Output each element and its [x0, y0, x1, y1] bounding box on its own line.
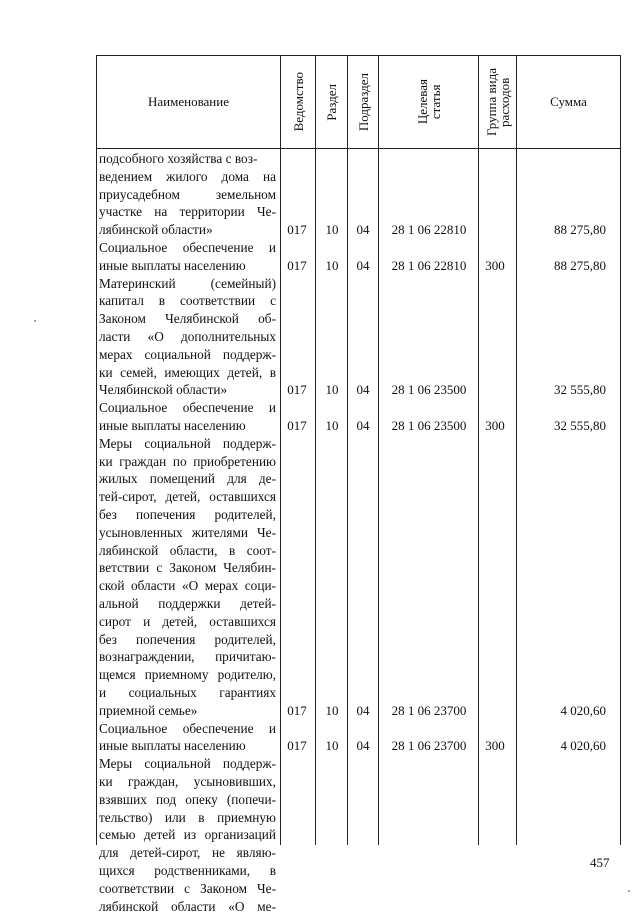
row-name-line: ской области «О мерах соци-: [99, 578, 276, 594]
margin-mark: [34, 320, 36, 322]
row-name-line: подсобного хозяйства с воз-: [99, 151, 258, 166]
row-target-article: 28 1 06 22810: [391, 222, 467, 238]
header-name: [97, 56, 280, 148]
row-name-line: приусадебном земельном: [99, 186, 276, 202]
row-target-article: 28 1 06 22810: [391, 257, 467, 273]
row-section: 10: [325, 257, 339, 273]
row-name-line: капитал в соответствии с: [99, 293, 276, 309]
row-name-line: соответствии с Законом Че-: [99, 880, 276, 896]
row-section: 10: [325, 702, 339, 718]
row-name-line: усыновленных жителями Че-: [99, 524, 276, 540]
col-border-subsection: [378, 55, 379, 845]
col-border-department: [315, 55, 316, 845]
row-subsection: 04: [356, 382, 370, 398]
row-name-line: альной поддержки детей-: [99, 596, 276, 611]
row-name-line: лябинской области»: [99, 222, 213, 238]
row-sum: 32 555,80: [554, 418, 606, 433]
header-target-article-line1: Целевая: [414, 79, 430, 125]
header-subsection: [348, 56, 378, 148]
row-name-line: Социальное обеспечение и: [99, 240, 276, 255]
row-section: 10: [325, 418, 339, 433]
row-name-line: тельство) или в приемную: [99, 809, 276, 825]
header-expense-group-text: [485, 68, 511, 136]
row-name-line: щемся приемному родителю,: [99, 667, 276, 683]
row-name-line: семью детей из организаций: [99, 827, 276, 843]
row-department: 017: [287, 738, 307, 754]
col-border-section: [347, 55, 348, 845]
row-name-line: жилых помещений для де-: [99, 471, 276, 487]
row-subsection: 04: [356, 702, 370, 718]
row-subsection: 04: [356, 738, 370, 754]
row-expense-group: 300: [485, 738, 505, 754]
row-sum: 88 275,80: [554, 257, 606, 273]
header-name-text: Наименование: [148, 94, 229, 109]
row-name-line: участке на территории Че-: [99, 204, 276, 220]
col-border-name: [280, 55, 281, 845]
row-name-line: ведением жилого дома на: [99, 168, 276, 184]
row-department: 017: [287, 257, 307, 273]
row-name-line: лябинской области, в соот-: [99, 542, 276, 558]
margin-mark-bottom: [628, 890, 630, 892]
row-name-line: Законом Челябинской об-: [99, 311, 276, 327]
row-name-line: приемной семье»: [99, 702, 198, 718]
row-subsection: 04: [356, 418, 370, 433]
header-sum: [517, 56, 620, 148]
page-number: 457: [590, 855, 610, 870]
row-name-line: Меры социальной поддерж-: [99, 756, 276, 772]
row-section: 10: [325, 382, 339, 398]
col-border-right: [620, 55, 621, 845]
row-department: 017: [287, 418, 307, 433]
row-name-line: Социальное обеспечение и: [99, 400, 276, 416]
header-target-article-line2: статья: [427, 84, 443, 120]
header-section: [316, 56, 347, 148]
row-name-line: ласти «О дополнительных: [99, 329, 276, 344]
header-subsection-text: Подраздел: [355, 72, 371, 132]
row-department: 017: [287, 702, 307, 718]
row-sum: 4 020,60: [560, 738, 606, 754]
header-department-text: Ведомство: [290, 72, 306, 132]
row-name-line: взявших под опеку (попечи-: [99, 791, 276, 807]
col-border-left: [96, 55, 97, 845]
table-header-bottom-border: [96, 148, 620, 149]
row-target-article: 28 1 06 23700: [391, 702, 467, 718]
header-expense-group-line2: расходов: [496, 77, 512, 127]
row-name-line: Материнский (семейный): [99, 275, 276, 291]
row-name-line: лябинской области «О ме-: [99, 898, 276, 914]
row-name-line: и социальных гарантиях: [99, 685, 276, 700]
row-expense-group: 300: [485, 418, 505, 433]
row-name-line: тей-сирот, детей, оставшихся: [99, 489, 276, 505]
row-name-line: иные выплаты населению: [99, 738, 246, 754]
row-sum: 32 555,80: [554, 382, 606, 398]
row-expense-group: 300: [485, 257, 505, 273]
row-name-line: ветствии с Законом Челябин-: [99, 560, 276, 576]
header-target-article-text: [416, 79, 442, 124]
row-target-article: 28 1 06 23500: [391, 382, 467, 398]
row-sum: 4 020,60: [560, 702, 606, 718]
header-expense-group-line1: Группа вида: [483, 68, 499, 136]
row-department: 017: [287, 222, 307, 238]
row-name-line: Меры социальной поддерж-: [99, 435, 276, 451]
header-sum-text: Сумма: [550, 94, 587, 109]
row-name-line: вознаграждении, причитаю-: [99, 649, 276, 665]
row-section: 10: [325, 738, 339, 754]
row-name-line: Социальное обеспечение и: [99, 720, 276, 736]
row-name-line: мерах социальной поддерж-: [99, 346, 276, 362]
row-subsection: 04: [356, 257, 370, 273]
header-target-article: [379, 56, 478, 148]
header-section-text: Раздел: [324, 83, 339, 121]
row-name-line: Челябинской области»: [99, 382, 228, 398]
row-name-line: ки граждан по приобретению: [99, 453, 276, 469]
row-sum: 88 275,80: [554, 222, 606, 238]
row-department: 017: [287, 382, 307, 398]
row-name-line: без попечения родителей,: [99, 631, 276, 647]
row-name-line: без попечения родителей,: [99, 507, 276, 522]
col-border-group: [516, 55, 517, 845]
row-target-article: 28 1 06 23500: [391, 418, 467, 433]
row-name-line: ки граждан, усыновивших,: [99, 774, 276, 789]
header-department: [281, 56, 315, 148]
row-name-line: иные выплаты населению: [99, 418, 246, 433]
row-name-line: сирот и детей, оставшихся: [99, 613, 276, 629]
row-section: 10: [325, 222, 339, 238]
row-name-line: для детей-сирот, не являю-: [99, 845, 276, 861]
row-name-line: щихся родственниками, в: [99, 863, 276, 878]
header-expense-group: [479, 56, 516, 148]
col-border-target: [478, 55, 479, 845]
row-name-line: ки семей, имеющих детей, в: [99, 364, 276, 380]
row-name-line: иные выплаты населению: [99, 257, 246, 273]
row-target-article: 28 1 06 23700: [391, 738, 467, 754]
row-subsection: 04: [356, 222, 370, 238]
